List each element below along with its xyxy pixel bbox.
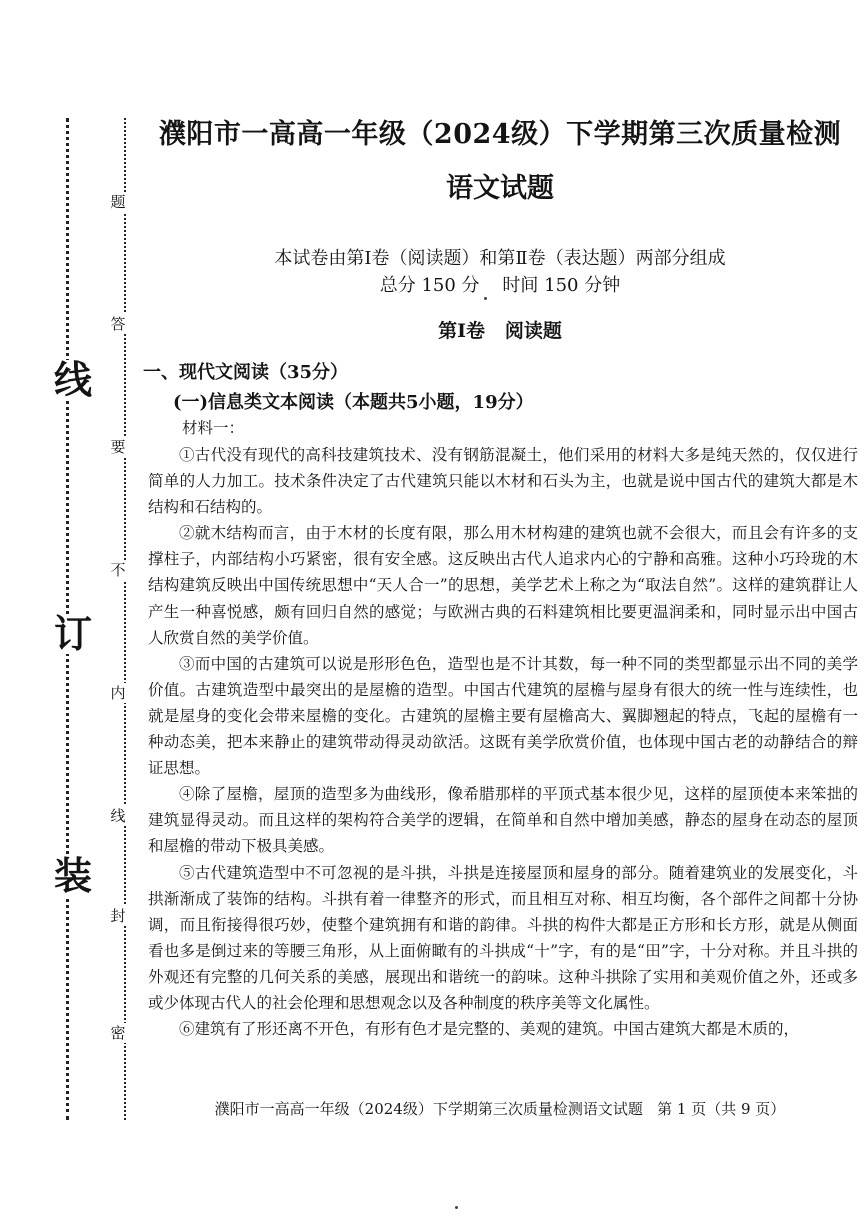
reading-passage: [148, 442, 858, 1042]
binding-char-zhuang: 装: [54, 853, 93, 898]
paragraph-6: ⑥建筑有了形还离不开色，有形有色才是完整的、美观的建筑。中国古建筑大都是木质的，: [179, 1020, 800, 1039]
exam-subtitle: 语文试题: [446, 173, 554, 204]
scan-speck: [455, 1206, 458, 1209]
binding-margin: [0, 0, 130, 1228]
binding-char-xian: 线: [54, 357, 93, 402]
exam-title: 濮阳市一高高一年级（2024级）下学期第三次质量检测: [158, 119, 842, 150]
warning-char: 答: [106, 314, 130, 334]
part-title: 第Ⅰ卷 阅读题: [438, 320, 562, 342]
section-heading: 一、现代文阅读（35分）: [143, 362, 349, 383]
warning-char: 不: [106, 560, 130, 580]
intro-score-time: 总分 150 分 时间 150 分钟: [379, 275, 621, 296]
paragraph-5: ⑤古代建筑造型中不可忽视的是斗拱，斗拱是连接屋顶和屋身的部分。随着建筑业的发展变化，斗拱渐渐成了装饰的结构。斗拱有着一律整齐的形式，而且相互对称、相互均衡，各个部件之间都十分协调，而且衔接得很巧妙，使整个建筑拥有和谐的韵律。斗拱的构件大都是正方形和长方形，就是从侧面看也多是倒过来的等腰三角形，从上面俯瞰有的斗拱成“十”字，有的是“田”字，十分对称。并且斗拱的外观还有完整的几何关系的美感，展现出和谐统一的韵味。这种斗拱除了实用和美观价值之外，还或多或少体现古代人的社会伦理和思想观念以及各种制度的秩序美等文化属性。: [148, 863, 858, 1012]
warning-char: 线: [106, 806, 130, 826]
warning-char: 要: [106, 437, 130, 457]
page-footer: 濮阳市一高高一年级（2024级）下学期第三次质量检测语文试题 第 1 页（共 9 页）: [214, 1100, 786, 1118]
warning-char: 封: [106, 906, 130, 926]
paragraph-1: ①古代没有现代的高科技建筑技术、没有钢筋混凝土，他们采用的材料大多是纯天然的，仅仅进行简单的人力加工。技术条件决定了古代建筑只能以木材和石头为主，也就是说中国古代的建筑大都是木结构和石结构的。: [148, 446, 858, 517]
material-label: 材料一：: [182, 419, 245, 437]
warning-char: 内: [106, 683, 130, 703]
paragraph-3: ③而中国的古建筑可以说是形形色色，造型也是不计其数，每一种不同的类型都显示出不同的美学价值。古建筑造型中最突出的是屋檐的造型。中国古代建筑的屋檐与屋身有很大的统一性与连续性，也就是屋身的变化会带来屋檐的变化。古建筑的屋檐主要有屋檐高大、翼脚翘起的特点，飞起的屋檐有一种动态美，把本来静止的建筑带动得灵动欲活。这既有美学欣赏价值，也体现中国古老的动静结合的辩证思想。: [148, 654, 858, 778]
scan-speck: [484, 297, 487, 300]
paragraph-4: ④除了屋檐，屋顶的造型多为曲线形，像希腊那样的平顶式基本很少见，这样的屋顶使本来笨拙的建筑显得灵动。而且这样的架构符合美学的逻辑，在简单和自然中增加美感，静态的屋身在动态的屋顶和屋檐的带动下极具美感。: [148, 785, 858, 856]
binding-dotted-line-inner: [124, 118, 126, 1120]
warning-char: 密: [106, 1023, 130, 1043]
intro-composition: 本试卷由第Ⅰ卷（阅读题）和第Ⅱ卷（表达题）两部分组成: [274, 248, 726, 269]
binding-char-ding: 订: [54, 611, 93, 656]
paragraph-2: ②就木结构而言，由于木材的长度有限，那么用木材构建的建筑也就不会很大，而且会有许多的支撑柱子，内部结构小巧紧密，很有安全感。这反映出古代人追求内心的宁静和高雅。这种小巧玲珑的木结构建筑反映出中国传统思想中“天人合一”的思想，美学艺术上称之为“取法自然”。这样的建筑群让人产生一种喜悦感，颇有回归自然的感觉；与欧洲古典的石料建筑相比要更温润柔和，同时显示出中国古人欣赏自然的美学价值。: [148, 524, 858, 647]
subsection-heading: (一)信息类文本阅读（本题共5小题，19分）: [173, 392, 534, 413]
exam-intro: [140, 245, 860, 299]
warning-char: 题: [106, 192, 130, 212]
